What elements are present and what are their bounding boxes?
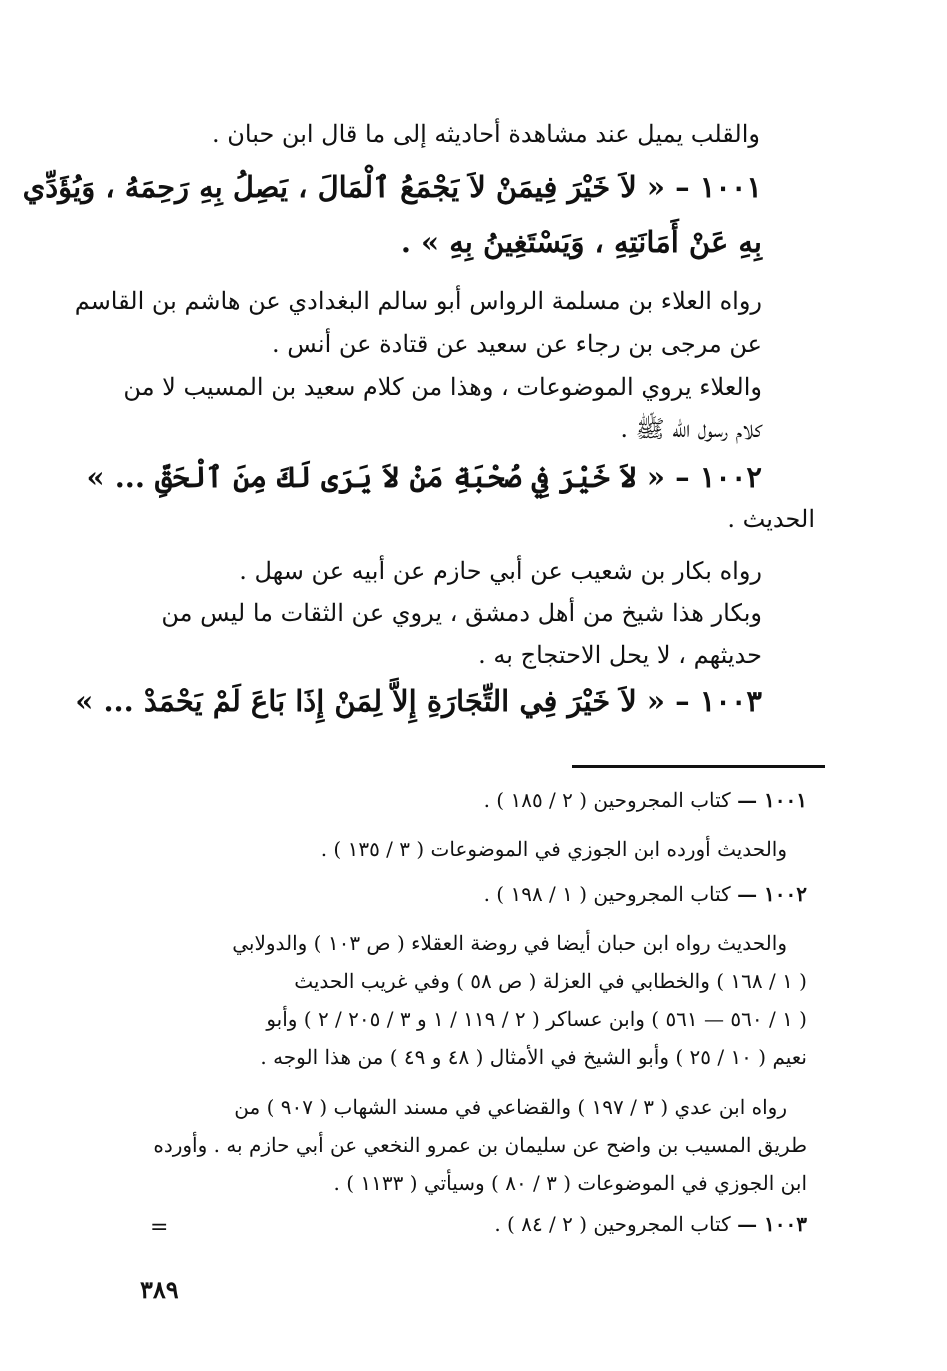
footnote-1003 bbox=[494, 1212, 807, 1236]
footnote-1002-sources-3: ( ١ / ٥٦٠ — ٥٦١ ) وابن عساكر ( ٢ / ١١٩ / ١ و ٣ / ٢٠٥ / ٢ ) وأبو bbox=[266, 1007, 807, 1031]
note-1002-line-3: حديثهم ، لا يحل الاحتجاج به . bbox=[478, 641, 762, 669]
note-1001-line-1: رواه العلاء بن مسلمة الرواس أبو سالم البغدادي عن هاشم بن القاسم bbox=[74, 287, 762, 315]
footnote-1003-number: ١٠٠٣ — bbox=[737, 1212, 807, 1236]
page-number: ٣٨٩ bbox=[140, 1275, 179, 1304]
note-1001-line-3: والعلاء يروي الموضوعات ، وهذا من كلام سعيد بن المسيب لا من bbox=[123, 373, 762, 401]
footnote-1002-sources-2: ( ١ / ١٦٨ ) والخطابي في العزلة ( ص ٥٨ ) وفي غريب الحديث bbox=[294, 969, 807, 993]
footnote-1002-more-2: طريق المسيب بن واضح عن سليمان بن عمرو النخعي عن أبي حازم به . وأورده bbox=[153, 1133, 807, 1157]
footnote-1001-text: كتاب المجروحين ( ٢ / ١٨٥ ) . bbox=[483, 788, 731, 812]
hadith-1003-line-1: ١٠٠٣ – « لاَ خَيْرَ فِي التِّجَارَةِ إِلاَّ لِمَنْ إِذَا بَاعَ لَمْ يَحْمَدْ ... » bbox=[75, 684, 762, 718]
hadith-1001-line-2: بِهِ عَنْ أَمَانَتِهِ ، وَيَسْتَغِينُ بِهِ » . bbox=[400, 225, 762, 259]
footnote-1002-sources-1: والحديث رواه ابن حبان أيضا في روضة العقلاء ( ص ١٠٣ ) والدولابي bbox=[232, 931, 787, 955]
note-1001-line-4: كلام رسول الله ﷺ . bbox=[620, 415, 762, 443]
footnote-1002-more-1: رواه ابن عدي ( ٣ / ١٩٧ ) والقضاعي في مسند الشهاب ( ٩٠٧ ) من bbox=[234, 1095, 787, 1119]
hadith-1002-line-2: الحديث . bbox=[727, 505, 815, 533]
footnote-1002-number: ١٠٠٢ — bbox=[737, 882, 807, 906]
footnote-1003-text: كتاب المجروحين ( ٢ / ٨٤ ) . bbox=[494, 1212, 731, 1236]
hadith-1002-line-1: ١٠٠٢ – « لاَ خَيْرَ فِي صُحْبَةِ مَنْ لاَ يَرَى لَكَ مِنَ ٱلْحَقِّ ... » bbox=[86, 460, 762, 494]
continuation-mark: = bbox=[150, 1215, 169, 1240]
note-1002-line-2: وبكار هذا شيخ من أهل دمشق ، يروي عن الثقات ما ليس من bbox=[161, 599, 762, 627]
footnote-1002-more-3: ابن الجوزي في الموضوعات ( ٣ / ٨٠ ) وسيأتي ( ١١٣٣ ) . bbox=[333, 1171, 807, 1195]
note-1002-line-1: رواه بكار بن شعيب عن أبي حازم عن أبيه عن سهل . bbox=[239, 557, 762, 585]
note-1001-line-2: عن مرجى بن رجاء عن سعيد عن قتادة عن أنس . bbox=[272, 330, 762, 358]
footnote-1001 bbox=[484, 788, 807, 812]
intro-line: والقلب يميل عند مشاهدة أحاديثه إلى ما قال ابن حبان . bbox=[212, 120, 760, 148]
footnote-1002-text: كتاب المجروحين ( ١ / ١٩٨ ) . bbox=[483, 882, 731, 906]
hadith-1001-line-1: ١٠٠١ – « لاَ خَيْرَ فِيمَنْ لاَ يَجْمَعُ ٱلْمَالَ ، يَصِلُ بِهِ رَحِمَهُ ، وَيُؤَدِّي bbox=[22, 170, 762, 204]
footnote-1002-sources-4: نعيم ( ١٠ / ٢٥ ) وأبو الشيخ في الأمثال ( ٤٨ و ٤٩ ) من هذا الوجه . bbox=[260, 1045, 807, 1069]
footnote-1002 bbox=[484, 882, 807, 906]
footnote-1001-number: ١٠٠١ — bbox=[737, 788, 807, 812]
footnote-separator bbox=[572, 765, 825, 768]
footnote-1001-extra: والحديث أورده ابن الجوزي في الموضوعات ( ٣ / ١٣٥ ) . bbox=[320, 837, 787, 861]
